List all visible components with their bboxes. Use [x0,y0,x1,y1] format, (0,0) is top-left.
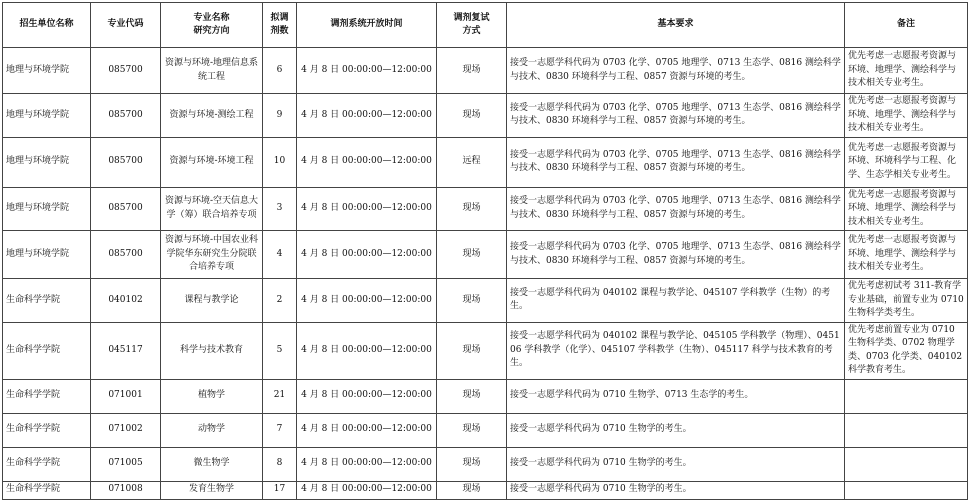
cell-requirements: 接受一志愿学科代码为 0710 生物学、0713 生态学的考生。 [507,379,845,413]
cell-time: 4 月 8 日 00:00:00—12:00:00 [297,48,437,94]
cell-requirements: 接受一志愿学科代码为 040102 课程与教学论、045105 学科教学（物理）、045106 学科教学（化学）、045107 学科教学（生物）、045117 科学与技术教育的考生。 [507,322,845,379]
cell-method: 现场 [437,279,507,323]
cell-major: 资源与环境-空天信息大学（筹）联合培养专项 [161,187,263,231]
table-row [3,231,968,279]
cell-quota: 4 [263,231,297,279]
cell-unit: 地理与环境学院 [3,187,91,231]
cell-code: 085700 [91,231,161,279]
cell-quota: 3 [263,187,297,231]
cell-method: 现场 [437,413,507,447]
cell-requirements: 接受一志愿学科代码为 0710 生物学的考生。 [507,481,845,499]
cell-code: 085700 [91,48,161,94]
cell-code: 071008 [91,481,161,499]
cell-time: 4 月 8 日 00:00:00—12:00:00 [297,322,437,379]
cell-requirements: 接受一志愿学科代码为 0703 化学、0705 地理学、0713 生态学、0816 测绘科学与技术、0830 环境科学与工程、0857 资源与环境的考生。 [507,94,845,138]
cell-requirements: 接受一志愿学科代码为 0703 化学、0705 地理学、0713 生态学、0816 测绘科学与技术、0830 环境科学与工程、0857 资源与环境的考生。 [507,48,845,94]
header-time: 调剂系统开放时间 [297,3,437,48]
cell-unit: 地理与环境学院 [3,48,91,94]
table-row [3,187,968,231]
cell-requirements: 接受一志愿学科代码为 040102 课程与教学论、045107 学科教学（生物）的考生。 [507,279,845,323]
cell-method: 现场 [437,481,507,499]
table-row [3,94,968,138]
cell-major: 动物学 [161,413,263,447]
cell-unit: 生命科学学院 [3,279,91,323]
cell-unit: 生命科学学院 [3,447,91,481]
cell-method: 现场 [437,322,507,379]
cell-code: 085700 [91,187,161,231]
table-row [3,48,968,94]
cell-notes: 优先考虑一志愿报考资源与环境、地理学、测绘科学与技术相关专业考生。 [845,231,968,279]
cell-code: 085700 [91,137,161,187]
cell-quota: 17 [263,481,297,499]
table-row [3,481,968,499]
cell-quota: 5 [263,322,297,379]
cell-method: 现场 [437,447,507,481]
cell-unit: 生命科学学院 [3,481,91,499]
cell-major: 资源与环境-测绘工程 [161,94,263,138]
adjustment-table-sheet [2,2,967,500]
cell-major: 科学与技术教育 [161,322,263,379]
cell-code: 085700 [91,94,161,138]
cell-notes: 优先考虑初试考 311-教育学专业基础，前置专业为 0710 生物科学类考生。 [845,279,968,323]
cell-time: 4 月 8 日 00:00:00—12:00:00 [297,413,437,447]
table-row [3,322,968,379]
cell-requirements: 接受一志愿学科代码为 0710 生物学的考生。 [507,447,845,481]
header-method: 调剂复试 方式 [437,3,507,48]
table-body [3,48,968,500]
cell-method: 现场 [437,379,507,413]
table-row [3,379,968,413]
cell-requirements: 接受一志愿学科代码为 0710 生物学的考生。 [507,413,845,447]
header-row [3,3,968,48]
cell-quota: 6 [263,48,297,94]
cell-notes: 优先考虑一志愿报考资源与环境、地理学、测绘科学与技术相关专业考生。 [845,187,968,231]
cell-notes: 优先考虑一志愿报考资源与环境、环境科学与工程、化学、生态学相关专业考生。 [845,137,968,187]
cell-time: 4 月 8 日 00:00:00—12:00:00 [297,447,437,481]
cell-time: 4 月 8 日 00:00:00—12:00:00 [297,187,437,231]
header-quota: 拟调 剂数 [263,3,297,48]
cell-time: 4 月 8 日 00:00:00—12:00:00 [297,481,437,499]
cell-unit: 生命科学学院 [3,322,91,379]
cell-time: 4 月 8 日 00:00:00—12:00:00 [297,231,437,279]
cell-method: 现场 [437,94,507,138]
cell-major: 课程与教学论 [161,279,263,323]
header-notes: 备注 [845,3,968,48]
cell-requirements: 接受一志愿学科代码为 0703 化学、0705 地理学、0713 生态学、0816 测绘科学与技术、0830 环境科学与工程、0857 资源与环境的考生。 [507,231,845,279]
cell-time: 4 月 8 日 00:00:00—12:00:00 [297,137,437,187]
cell-requirements: 接受一志愿学科代码为 0703 化学、0705 地理学、0713 生态学、0816 测绘科学与技术、0830 环境科学与工程、0857 资源与环境的考生。 [507,187,845,231]
cell-unit: 地理与环境学院 [3,137,91,187]
adjustment-table [2,2,968,500]
cell-notes: 优先考虑一志愿报考资源与环境、地理学、测绘科学与技术相关专业考生。 [845,94,968,138]
table-row [3,279,968,323]
cell-code: 071001 [91,379,161,413]
cell-code: 040102 [91,279,161,323]
cell-time: 4 月 8 日 00:00:00—12:00:00 [297,379,437,413]
header-code: 专业代码 [91,3,161,48]
cell-method: 现场 [437,48,507,94]
header-requirements: 基本要求 [507,3,845,48]
cell-major: 植物学 [161,379,263,413]
cell-code: 045117 [91,322,161,379]
cell-method: 现场 [437,231,507,279]
cell-notes [845,413,968,447]
cell-major: 发育生物学 [161,481,263,499]
cell-unit: 生命科学学院 [3,379,91,413]
cell-major: 微生物学 [161,447,263,481]
cell-quota: 10 [263,137,297,187]
cell-method: 远程 [437,137,507,187]
cell-quota: 8 [263,447,297,481]
cell-notes [845,447,968,481]
cell-unit: 生命科学学院 [3,413,91,447]
cell-code: 071002 [91,413,161,447]
cell-requirements: 接受一志愿学科代码为 0703 化学、0705 地理学、0713 生态学、0816 测绘科学与技术、0830 环境科学与工程、0857 资源与环境的考生。 [507,137,845,187]
cell-quota: 2 [263,279,297,323]
table-row [3,137,968,187]
cell-notes: 优先考虑一志愿报考资源与环境、地理学、测绘科学与技术相关专业考生。 [845,48,968,94]
cell-major: 资源与环境-中国农业科学院华东研究生分院联合培养专项 [161,231,263,279]
header-unit: 招生单位名称 [3,3,91,48]
cell-time: 4 月 8 日 00:00:00—12:00:00 [297,279,437,323]
cell-quota: 9 [263,94,297,138]
cell-major: 资源与环境-环境工程 [161,137,263,187]
cell-major: 资源与环境-地理信息系统工程 [161,48,263,94]
cell-code: 071005 [91,447,161,481]
cell-unit: 地理与环境学院 [3,231,91,279]
cell-notes: 优先考虑前置专业为 0710 生物科学类、0702 物理学类、0703 化学类、040102 科学教育考生。 [845,322,968,379]
cell-quota: 21 [263,379,297,413]
cell-method: 现场 [437,187,507,231]
header-major: 专业名称 研究方向 [161,3,263,48]
cell-notes [845,481,968,499]
cell-time: 4 月 8 日 00:00:00—12:00:00 [297,94,437,138]
cell-quota: 7 [263,413,297,447]
table-row [3,413,968,447]
cell-notes [845,379,968,413]
table-row [3,447,968,481]
cell-unit: 地理与环境学院 [3,94,91,138]
